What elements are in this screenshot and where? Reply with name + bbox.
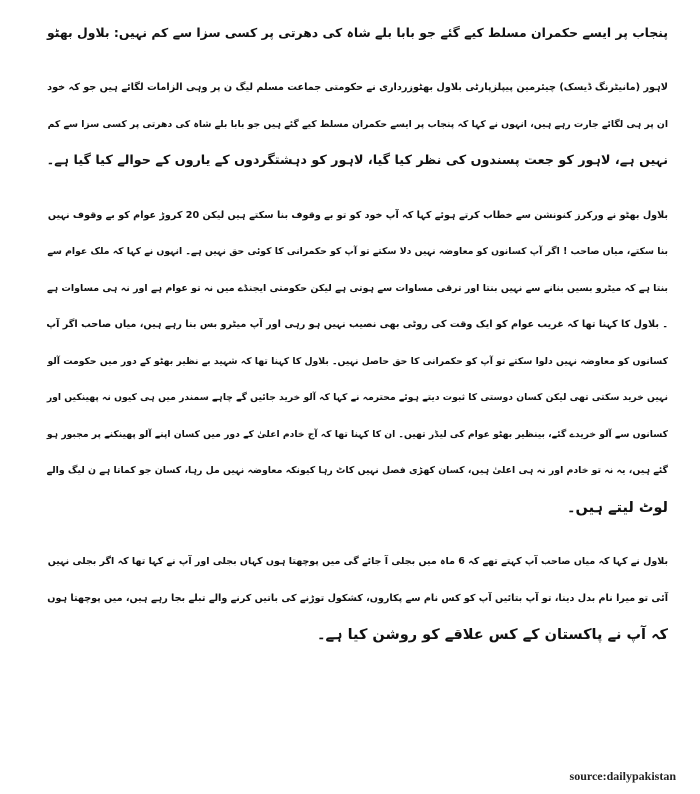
paragraph-3 [34, 544, 668, 654]
paragraph-line: نہیں ہے، لاہور کو جعت پسندوں کی نظر کیا گیا، لاہور کو دہشتگردوں کے یاروں کے حوالے کیا گیا ہے۔ [46, 153, 668, 168]
source-credit: source:dailypakistan [569, 769, 676, 783]
paragraph-line: لاہور (مانیٹرنگ ڈیسک) چیئرمین پیپلزپارٹی بلاول بھٹوزرداری نے حکومتی جماعت مسلم لیگ ن پر وہی الزامات لگائے ہیں جو کہ خود [47, 82, 668, 93]
paragraph-line: بلاول نے کہا کہ میاں صاحب آپ کہتے تھے کہ 6 ماہ میں بجلی آ جائے گی میں پوچھتا ہوں کہاں بجلی اور آپ نے کہا تھا کہ اگر بجلی نہیں [47, 556, 668, 567]
paragraph-line: بنتا ہے کہ میٹرو بسیں بنانے سے نہیں بنتا اور ترقی مساوات سے ہوتی ہے لیکن حکومتی ایجنڈے میں نہ تو عوام ہے اور نہ ہی مساوات ہے [47, 282, 668, 294]
paragraph-line: لوٹ لیتے ہیں۔ [567, 499, 668, 516]
paragraph-line: گئے ہیں، یہ نہ تو خادم اور نہ ہی اعلیٰ ہیں، کسان کھڑی فصل نہیں کاٹ رہا کیونکہ معاوضہ نہیں مل رہا، کسان جو کماتا ہے ن لیگ والے [46, 465, 668, 476]
paragraph-line: نہیں خرید سکتی تھی لیکن کسان دوستی کا ثبوت دیتے ہوئے محترمہ نے کہا کہ آلو خرید جائیں گے چاہے سمندر میں ہی کیوں نہ پھینکیں اور [46, 392, 668, 403]
paragraph-line: ۔ بلاول کا کہنا تھا کہ غریب عوام کو ایک وقت کی روٹی بھی نصیب نہیں ہو رہی اور آپ میٹرو بس بنا رہے ہیں، میاں صاحب اگر آپ [46, 319, 668, 330]
paragraph-line: کسانوں کو معاوضہ نہیں دلوا سکتے تو آپ کو حکمرانی کا حق حاصل نہیں۔ بلاول کا کہنا تھا کہ شہید بے نظیر بھٹو کے دور میں حکومت آلو [47, 355, 668, 367]
paragraph-line: ان پر ہی لگائے جارت رہے ہیں، انہوں نے کہا کہ پنجاب پر ایسے حکمران مسلط کیے گئے ہیں جو بابا بلے شاہ کی دھرتی پر کسی سزا سے کم [47, 118, 668, 130]
paragraph-line: کہ آپ نے پاکستان کے کس علاقے کو روشن کیا ہے۔ [317, 627, 668, 643]
paragraph-line: آئی تو میرا نام بدل دینا، تو آپ بتائیں آپ کو کس نام سے پکاروں، کشکول توڑنے کی باتیں کرنے والے تبلے بجا رہے ہیں، میں پوچھتا ہوں [47, 592, 668, 604]
paragraph-2 [34, 198, 668, 527]
headline: پنجاب پر ایسے حکمران مسلط کیے گئے جو بابا بلے شاہ کی دھرتی پر کسی سزا سے کم نہیں: بلاول بھٹو [47, 25, 668, 40]
paragraph-line: بلاول بھٹو نے ورکرز کنونشن سے خطاب کرتے ہوئے کہا کہ آپ خود کو تو بے وقوف بنا سکتے ہیں لیکن 20 کروڑ عوام کو بے وقوف نہیں [47, 209, 668, 221]
paragraph-line: بنا سکتے، میاں صاحب ! اگر آپ کسانوں کو معاوضہ نہیں دلا سکتے تو آپ کو حکمرانی کا کوئی حق نہیں ہے۔ انہوں نے کہا کہ ملک عوام سے [47, 246, 668, 257]
paragraph-line: کسانوں سے آلو خریدے گئے، بینظیر بھٹو عوام کی لیڈر تھیں۔ ان کا کہنا تھا کہ آج خادم اعلیٰ کے دور میں کسان اپنے آلو پھینکنے پر مجبور ہو [46, 428, 668, 440]
paragraph-1 [34, 70, 668, 180]
